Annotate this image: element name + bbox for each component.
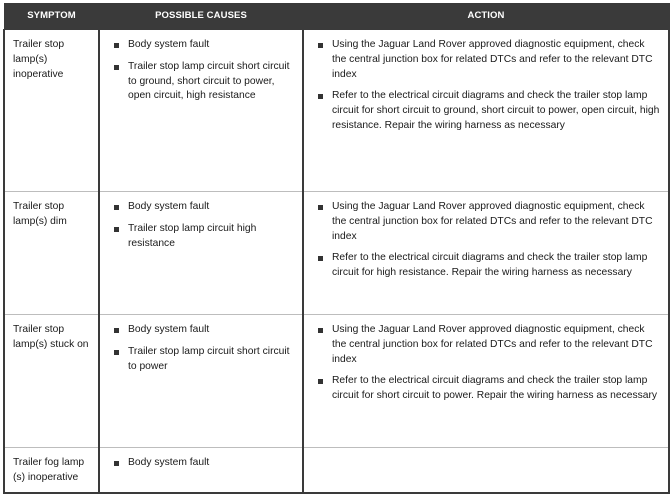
list-item: Trailer stop lamp circuit short circuit to power — [108, 345, 294, 375]
causes-list — [108, 200, 294, 251]
list-item: Refer to the electrical circuit diagrams and check the trailer stop lamp circuit for short circuit to ground, short circuit to power, open circuit, high resistance. Repair the wiring harness as necessary — [312, 89, 660, 133]
causes-list — [108, 456, 294, 471]
causes-cell — [99, 448, 303, 494]
table-header-row — [4, 4, 669, 30]
symptom-cell: Trailer fog lamp (s) inoperative — [4, 448, 99, 494]
symptom-cell: Trailer stop lamp(s) inoperative — [4, 30, 99, 192]
header-action: ACTION — [303, 4, 669, 30]
symptom-cell: Trailer stop lamp(s) stuck on — [4, 315, 99, 448]
list-item: Using the Jaguar Land Rover approved diagnostic equipment, check the central junction box for related DTCs and refer to the relevant DTC index — [312, 200, 660, 244]
list-item: Body system fault — [108, 38, 294, 53]
actions-list — [312, 200, 660, 281]
list-item: Body system fault — [108, 323, 294, 338]
list-item: Using the Jaguar Land Rover approved diagnostic equipment, check the central junction box for related DTCs and refer to the relevant DTC index — [312, 323, 660, 367]
list-item: Refer to the electrical circuit diagrams and check the trailer stop lamp circuit for high resistance. Repair the wiring harness as necessary — [312, 251, 660, 281]
action-cell — [303, 315, 669, 448]
action-cell — [303, 30, 669, 192]
list-item: Trailer stop lamp circuit short circuit to ground, short circuit to power, open circuit, high resistance — [108, 60, 294, 104]
causes-cell — [99, 30, 303, 192]
causes-cell — [99, 192, 303, 315]
causes-cell — [99, 315, 303, 448]
table-row — [4, 315, 669, 448]
table-row — [4, 30, 669, 192]
header-symptom: SYMPTOM — [4, 4, 99, 30]
list-item: Using the Jaguar Land Rover approved diagnostic equipment, check the central junction box for related DTCs and refer to the relevant DTC index — [312, 38, 660, 82]
action-cell — [303, 192, 669, 315]
causes-list — [108, 38, 294, 104]
list-item: Refer to the electrical circuit diagrams and check the trailer stop lamp circuit for short circuit to power. Repair the wiring harness as necessary — [312, 374, 660, 404]
actions-list — [312, 323, 660, 404]
symptom-cell: Trailer stop lamp(s) dim — [4, 192, 99, 315]
action-cell — [303, 448, 669, 494]
list-item: Body system fault — [108, 200, 294, 215]
diagnostic-table — [3, 3, 670, 494]
actions-list — [312, 38, 660, 134]
list-item: Body system fault — [108, 456, 294, 471]
header-possible-causes: POSSIBLE CAUSES — [99, 4, 303, 30]
table-row — [4, 192, 669, 315]
causes-list — [108, 323, 294, 374]
list-item: Trailer stop lamp circuit high resistance — [108, 222, 294, 252]
table-row — [4, 448, 669, 494]
